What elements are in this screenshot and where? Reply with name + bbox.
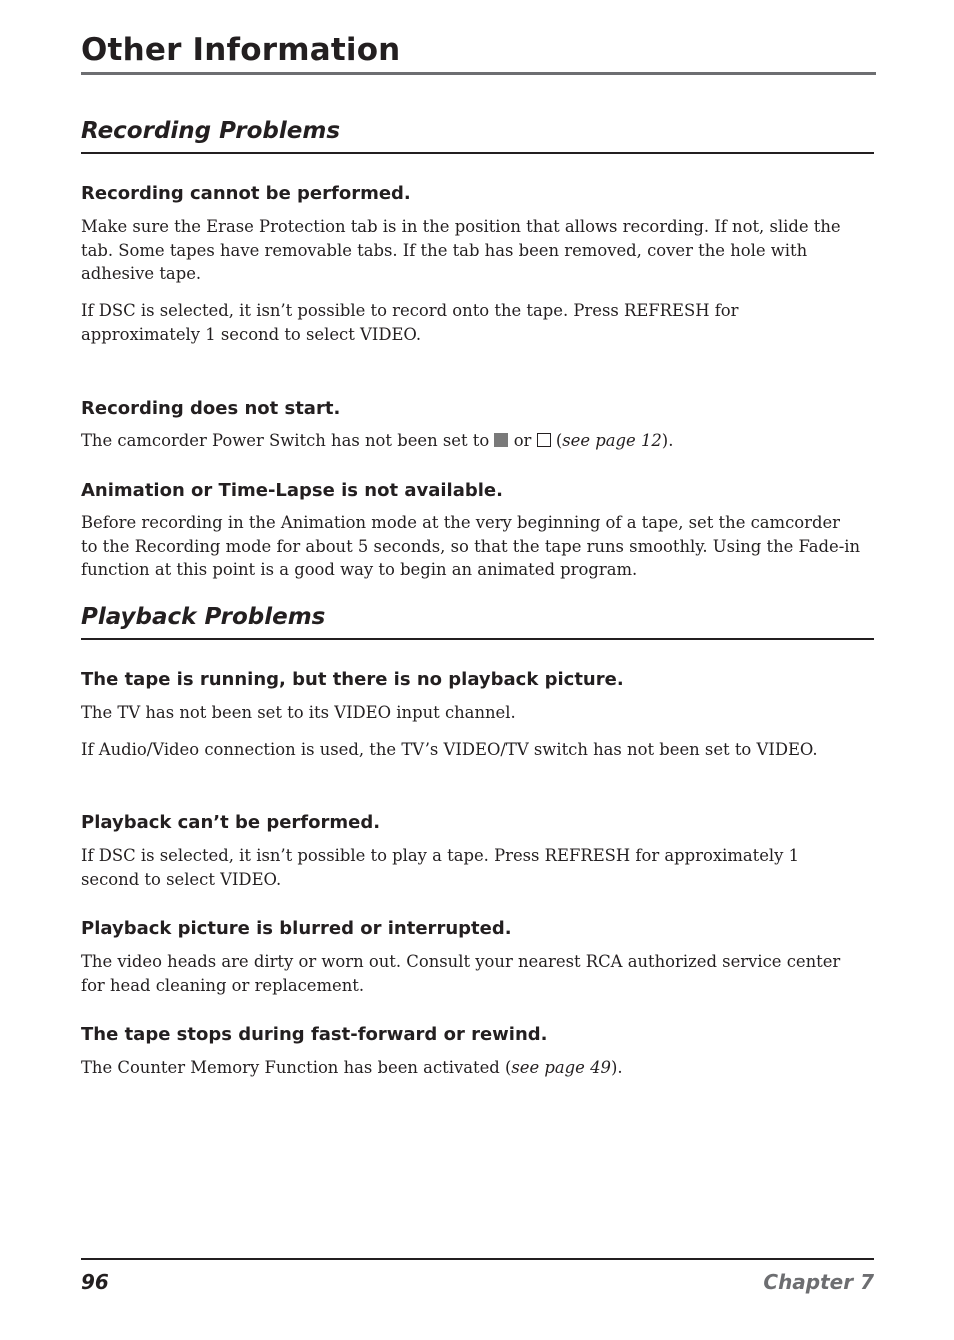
paragraph-video-heads: The video heads are dirty or worn out. Consult your nearest RCA authorized service center for head cleaning or replacement.	[81, 952, 841, 995]
footer-rule	[81, 1258, 874, 1260]
section-title-recording: Recording Problems	[81, 118, 341, 144]
camera-mode-filled-square-icon	[494, 433, 508, 447]
counter-memory-text: The Counter Memory Function has been activated (	[81, 1058, 512, 1077]
section-title-playback: Playback Problems	[81, 604, 326, 630]
paragraph-av-connection: If Audio/Video connection is used, the TV’s VIDEO/TV switch has not been set to VIDEO.	[81, 740, 818, 759]
section-rule-playback	[81, 638, 874, 640]
paragraph-animation: Before recording in the Animation mode at the very beginning of a tape, set the camcorder to the Recording mode for about 5 seconds, so that the tape runs smoothly. Using the Fade-in function at this point is a good way to begin an animated program.	[81, 513, 861, 579]
page-title: Other Information	[81, 32, 401, 68]
paragraph-counter-memory	[81, 1056, 861, 1080]
page-number: 96	[81, 1270, 109, 1294]
paragraph-erase-protection: Make sure the Erase Protection tab is in the position that allows recording. If not, slide the tab. Some tapes have removable tabs. If the tab has been removed, cover the hole with adhesive tape.	[81, 217, 841, 283]
heading-playback-cant: Playback can’t be performed.	[81, 812, 381, 833]
chapter-label: Chapter 7	[763, 1270, 874, 1294]
or-text: or	[513, 431, 532, 450]
power-switch-text: The camcorder Power Switch has not been set to	[81, 431, 490, 450]
title-rule	[81, 72, 876, 75]
heading-tape-stops: The tape stops during fast-forward or rewind.	[81, 1024, 548, 1045]
camera-mode-empty-square-icon	[537, 433, 551, 447]
close-paren: ).	[661, 431, 674, 450]
heading-recording-cannot: Recording cannot be performed.	[81, 183, 411, 204]
paragraph-dsc-record: If DSC is selected, it isn’t possible to record onto the tape. Press REFRESH for approximately 1 second to select VIDEO.	[81, 301, 739, 344]
see-page-12-reference: see page 12	[562, 431, 662, 450]
heading-no-playback-picture: The tape is running, but there is no playback picture.	[81, 669, 624, 690]
section-rule-recording	[81, 152, 874, 154]
paragraph-tv-input: The TV has not been set to its VIDEO input channel.	[81, 703, 516, 722]
heading-animation: Animation or Time-Lapse is not available.	[81, 480, 503, 501]
see-page-49-reference: see page 49	[511, 1058, 611, 1077]
heading-recording-not-start: Recording does not start.	[81, 398, 341, 419]
close-paren-49: ).	[610, 1058, 623, 1077]
paragraph-dsc-playback: If DSC is selected, it isn’t possible to play a tape. Press REFRESH for approximately 1 second to select VIDEO.	[81, 846, 800, 889]
open-paren: (	[555, 431, 563, 450]
paragraph-power-switch	[81, 429, 861, 453]
heading-picture-blurred: Playback picture is blurred or interrupted.	[81, 918, 512, 939]
